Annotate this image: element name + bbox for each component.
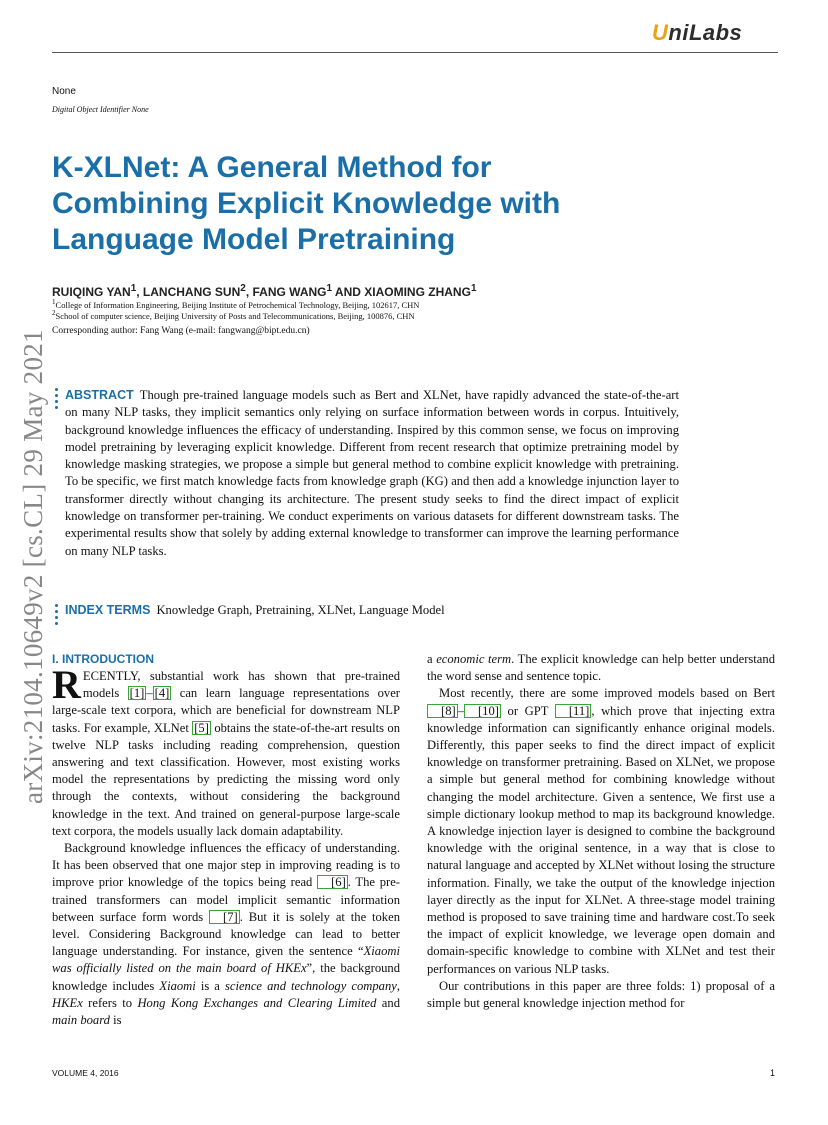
right-column [427, 651, 775, 1012]
intro-paragraph-2: Background knowledge influences the efficacy of understanding. It has been observed that one major step in improving reading is to improve prior knowledge of the topics being read [6] . The pre-trained transformers can model implicit semantic information between surface form words [7] . But it is solely at the token level. Considering Background knowledge can lead to better language understanding. For instance, given the sentence “Xiaomi was officially listed on the main board of HKEx”, the background knowledge includes Xiaomi is a science and technology company, HKEx refers to Hong Kong Exchanges and Clearing Limited and main board is [52, 841, 401, 1028]
abstract-dot-marker [55, 388, 59, 412]
citation-link[interactable]: [8] [427, 704, 458, 718]
abstract [65, 387, 679, 560]
intro-paragraph-3: Most recently, there are some improved models based on Bert [8] – [10] or GPT [11] , which prove that injecting extra knowledge information can significantly enhance original models. Differently, this paper seeks to find the direct impact of explicit knowledge on transformer pretraining. Based on XLNet, we propose a simple but general method for combining knowledge without changing the model architecture. Given a sentence, We first use a simple dictionary lookup method to map its background knowledge. A knowledge injection layer is designed to combine the background knowledge with the original sentence, in a way that is close to natural language and accepted by XLNet without losing the structure information. Finally, we take the output of the knowledge injection layer directly as the input for XLNet. A three-stage model training method is proposed to save training time and hardware cost.To seek the impact of explicit knowledge, we leverage open domain and domain-specific knowledge to combine with XLNet and test their performances on various NLP tasks. [427, 686, 776, 976]
intro-paragraph-2-continued: a economic term. The explicit knowledge can help better understand the word sense and sentence topic. [427, 652, 775, 684]
title-line-3: Language Model Pretraining [52, 223, 456, 256]
title-line-2: Combining Explicit Knowledge with [52, 187, 561, 220]
index-terms-dot-marker [55, 604, 59, 628]
index-terms [65, 603, 685, 618]
intro-paragraph-1: RECENTLY, substantial work has shown that pre-trained models [1] – [4] can learn language representations over large-scale text corpora, which are beneficial for downstream NLP tasks. For example, XLNet [5] obtains the state-of-the-art results on twelve NLP tasks including reading comprehension, question answering and text classification. However, most existing works model the representations by predicting the missing word only through the contexts, without considering the background knowledge in the text. And trained on general-purpose large-scale text corpora, the models usually lack domain adaptability. [52, 662, 400, 838]
header-rule [52, 52, 778, 53]
paper-title [52, 150, 652, 258]
citation-link[interactable]: [1] [129, 686, 145, 701]
left-column [52, 651, 400, 1029]
citation-link[interactable]: [7] [209, 910, 240, 924]
drop-cap: R [52, 662, 81, 707]
index-terms-body: Knowledge Graph, Pretraining, XLNet, Language Model [156, 603, 445, 617]
index-terms-heading: INDEX TERMS [65, 603, 151, 617]
abstract-body: Though pre-trained language models such as Bert and XLNet, have rapidly advanced the state-of-the-art on many NLP tasks, they implicit semantics only relying on surface information between words in corpus. Intuitively, background knowledge influences the efficacy of understanding. Inspired by this common sense, we focus on improving model pretraining by leveraging explicit knowledge. Different from recent research that optimize pretraining model by knowledge masking strategies, we propose a simple but general method to combine explicit knowledge with pretraining. To be specific, we first match knowledge facts from knowledge graph (KG) and then add a knowledge injunction layer to transformer directly without changing its architecture. The present study seeks to find the direct impact of explicit knowledge on transformer per-training. We conduct experiments on various datasets for different downstream tasks. The experimental results show that solely by adding external knowledge to transformer can improve the learning performance on many NLP tasks. [65, 388, 679, 558]
author-list: RUIQING YAN$^1$, LANCHANG SUN$^2$, FANG WANG$^1$ AND XIAOMING ZHANG$^1$ [52, 283, 477, 299]
meta-line-1: None [52, 86, 76, 97]
citation-link[interactable]: [5] [194, 720, 209, 735]
citation-link[interactable]: [11] [555, 704, 592, 718]
footer-volume: VOLUME 4, 2016 [52, 1068, 119, 1078]
abstract-heading: ABSTRACT [65, 388, 134, 402]
section-heading-introduction: I. INTRODUCTION [52, 652, 154, 666]
citation-link[interactable]: [10] [464, 704, 501, 718]
doi-line: Digital Object Identifier None [52, 105, 149, 114]
affiliation-2: $^2$School of computer science, Beijing University of Posts and Telecommunications, Beijing, 100876, CHN [52, 309, 415, 321]
unilabs-logo: UniLabs [652, 20, 743, 45]
title-line-1: K-XLNet: A General Method for [52, 151, 492, 184]
citation-link[interactable]: [4] [154, 686, 170, 701]
corresponding-author: Corresponding author: Fang Wang (e-mail: fangwang@bipt.edu.cn) [52, 326, 310, 336]
footer-page-number: 1 [770, 1068, 776, 1078]
intro-paragraph-4: Our contributions in this paper are three folds: 1) proposal of a simple but general knowledge injection method for [427, 978, 775, 1011]
citation-link[interactable]: [6] [317, 875, 348, 889]
affiliation-1: $^1$College of Information Engineering, Beijing Institute of Petrochemical Technology, Beijing, 102617, CHN [52, 298, 420, 310]
arxiv-stamp: arXiv:2104.10649v2 [cs.CL] 29 May 2021 [18, 329, 48, 804]
